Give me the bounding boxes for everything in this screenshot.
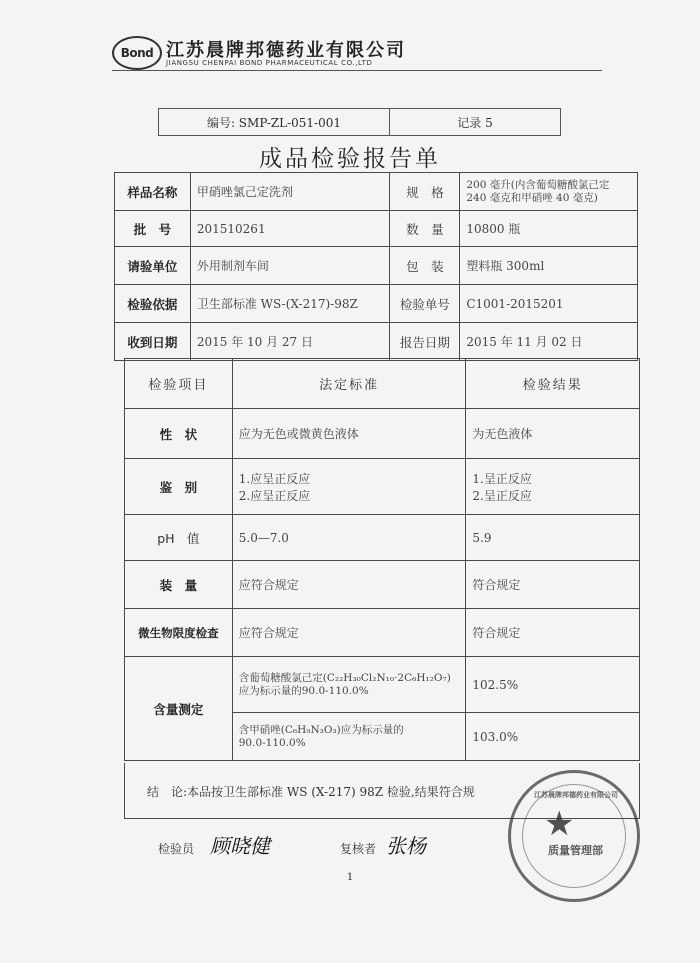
report-title: 成品检验报告单 <box>259 146 441 172</box>
dept-label: 请验单位 <box>115 247 191 285</box>
reviewer-signature: 张杨 <box>386 834 426 858</box>
standard-line-2: 2.应呈正反应 <box>238 488 311 503</box>
batch-value: 201510261 <box>190 211 390 247</box>
standard-line-2: 应为标示量的90.0-110.0% <box>238 684 369 697</box>
document-code: 编号: SMP-ZL-051-001 <box>159 109 390 135</box>
header-rule <box>112 70 602 71</box>
standard-value <box>232 459 466 515</box>
page-number: 1 <box>346 872 354 883</box>
result-row-ph <box>125 515 640 561</box>
test-no-value: C1001-2015201 <box>460 285 638 323</box>
seal-arc-text: 江苏晨牌邦德药业有限公司 <box>534 791 618 799</box>
item-label: 微生物限度检查 <box>125 609 233 657</box>
col-header-item: 检验项目 <box>125 359 233 409</box>
results-table <box>124 358 640 761</box>
standard-value: 应为无色或微黄色液体 <box>232 409 466 459</box>
standard-value: 5.0—7.0 <box>232 515 466 561</box>
conclusion-text: 结 论:本品按卫生部标准 WS (X-217) 98Z 检验,结果符合规 <box>147 785 475 799</box>
sample-name-label: 样品名称 <box>115 173 191 211</box>
logo-text: Bond <box>120 46 154 60</box>
standard-line-2: 90.0-110.0% <box>238 736 306 749</box>
reviewer-label: 复核者 <box>340 842 377 856</box>
result-value: 5.9 <box>466 515 640 561</box>
col-header-result: 检验结果 <box>466 359 640 409</box>
col-header-standard: 法定标准 <box>232 359 466 409</box>
report-date-label: 报告日期 <box>390 323 460 361</box>
pack-label: 包 装 <box>390 247 460 285</box>
test-no-label: 检验单号 <box>390 285 460 323</box>
spec-line-1: 200 毫升(内含葡萄糖酸氯己定 <box>466 178 610 191</box>
result-value: 符合规定 <box>466 561 640 609</box>
result-row-assay-chlorhexidine <box>125 657 640 713</box>
result-value: 103.0% <box>466 713 640 761</box>
result-row-appearance <box>125 409 640 459</box>
result-line-1: 1.呈正反应 <box>472 471 532 486</box>
inspector-signature: 顾晓健 <box>210 834 270 858</box>
item-label: pH 值 <box>125 515 233 561</box>
standard-line-1: 含甲硝唑(C₆H₉N₃O₃)应为标示量的 <box>238 723 404 736</box>
standard-value: 应符合规定 <box>232 561 466 609</box>
basis-label: 检验依据 <box>115 285 191 323</box>
standard-value <box>232 713 466 761</box>
seal-bottom-text: 质量管理部 <box>548 844 603 857</box>
item-label: 装 量 <box>125 561 233 609</box>
standard-value <box>232 657 466 713</box>
result-row-identification <box>125 459 640 515</box>
company-logo <box>112 36 162 70</box>
quantity-value: 10800 瓶 <box>460 211 638 247</box>
report-date-value: 2015 年 11 月 02 日 <box>460 323 638 361</box>
item-label: 鉴 别 <box>125 459 233 515</box>
received-date-label: 收到日期 <box>115 323 191 361</box>
result-value: 为无色液体 <box>466 409 640 459</box>
sample-name-value: 甲硝唑氯己定洗剂 <box>190 173 390 211</box>
record-number: 记录 5 <box>457 115 493 130</box>
spec-line-2: 240 毫克和甲硝唑 40 毫克) <box>466 191 598 204</box>
company-name-cn: 江苏晨牌邦德药业有限公司 <box>166 40 406 61</box>
spec-value <box>460 173 638 211</box>
result-value: 102.5% <box>466 657 640 713</box>
item-label: 性 状 <box>125 409 233 459</box>
seal-star-icon: ★ <box>544 804 575 844</box>
basis-value: 卫生部标准 WS-(X-217)-98Z <box>190 285 390 323</box>
standard-line-1: 1.应呈正反应 <box>238 471 311 486</box>
dept-value: 外用制剂车间 <box>190 247 390 285</box>
result-row-fill-volume <box>125 561 640 609</box>
inspector-label: 检验员 <box>158 842 195 856</box>
result-row-microbial-limit <box>125 609 640 657</box>
result-line-2: 2.呈正反应 <box>472 488 532 503</box>
standard-value: 应符合规定 <box>232 609 466 657</box>
assay-label: 含量测定 <box>125 657 233 761</box>
result-value <box>466 459 640 515</box>
spec-label: 规 格 <box>390 173 460 211</box>
received-date-value: 2015 年 10 月 27 日 <box>190 323 390 361</box>
batch-label: 批 号 <box>115 211 191 247</box>
result-value: 符合规定 <box>466 609 640 657</box>
quantity-label: 数 量 <box>390 211 460 247</box>
company-name-en: JIANGSU CHENPAI BOND PHARMACEUTICAL CO.,LTD <box>166 59 373 67</box>
standard-line-1: 含葡萄糖酸氯己定(C₂₂H₃₀Cl₂N₁₀·2C₆H₁₂O₇) <box>238 671 451 684</box>
document-code-box <box>158 108 561 136</box>
info-table <box>114 172 638 361</box>
pack-value: 塑料瓶 300ml <box>460 247 638 285</box>
